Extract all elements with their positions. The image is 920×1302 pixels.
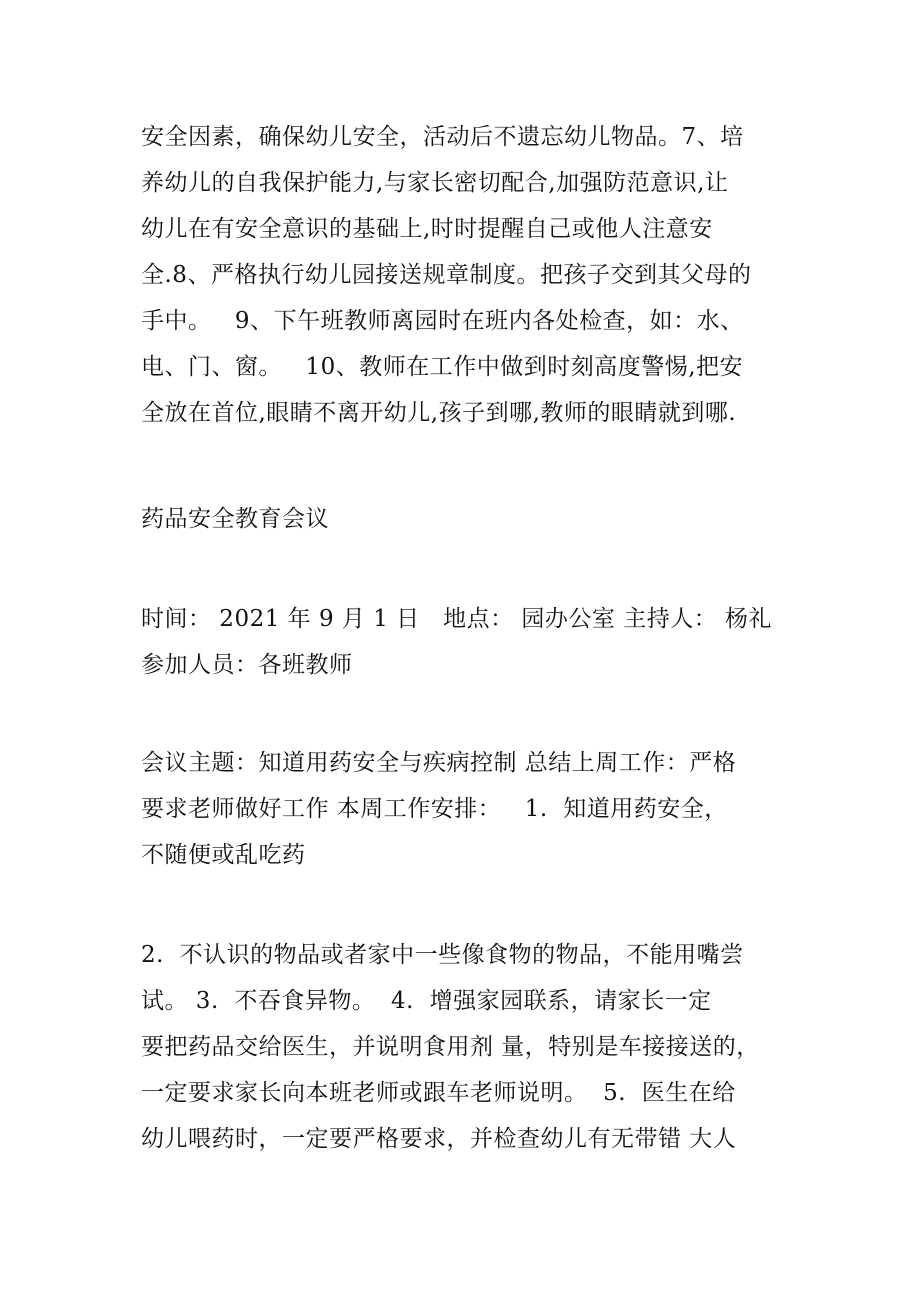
item-line: 一定要求家长向本班老师或跟车老师说明。 5. 医生在给 <box>141 1080 736 1106</box>
paragraph-line: 全.8、严格执行幼儿园接送规章制度。把孩子交到其父母的 <box>141 262 752 288</box>
topic-line: 不随便或乱吃药 <box>141 842 306 868</box>
topic-line: 会议主题：知道用药安全与疾病控制 总结上周工作：严格 <box>141 750 737 776</box>
topic-line: 要求老师做好工作 本周工作安排： 1. 知道用药安全， <box>141 796 728 822</box>
item-line: 2. 不认识的物品或者家中一些像食物的物品，不能用嘴尝 <box>141 942 744 968</box>
section-heading: 药品安全教育会议 <box>141 506 329 532</box>
paragraph-line: 电、门、窗。 10、教师在工作中做到时刻高度警惕,把安 <box>141 354 744 380</box>
paragraph-line: 养幼儿的自我保护能力,与家长密切配合,加强防范意识,让 <box>141 170 729 196</box>
item-line: 要把药品交给医生，并说明食用剂 量，特别是车接接送的， <box>141 1034 760 1060</box>
paragraph-line: 全放在首位,眼睛不离开幼儿,孩子到哪,教师的眼睛就到哪. <box>141 400 737 426</box>
paragraph-line: 手中。 9、下午班教师离园时在班内各处检查，如：水、 <box>141 308 744 334</box>
meeting-info-line: 时间： 2021 年 9 月 1 日 地点： 园办公室 主持人： 杨礼 <box>141 606 773 632</box>
paragraph-line: 安全因素，确保幼儿安全，活动后不遗忘幼儿物品。7、培 <box>141 124 744 150</box>
meeting-info-line: 参加人员：各班教师 <box>141 652 353 678</box>
item-line: 试。 3. 不吞食异物。 4. 增强家园联系，请家长一定 <box>141 988 712 1014</box>
paragraph-line: 幼儿在有安全意识的基础上,时时提醒自己或他人注意安 <box>141 216 713 242</box>
item-line: 幼儿喂药时，一定要严格要求，并检查幼儿有无带错 大人 <box>141 1126 737 1152</box>
